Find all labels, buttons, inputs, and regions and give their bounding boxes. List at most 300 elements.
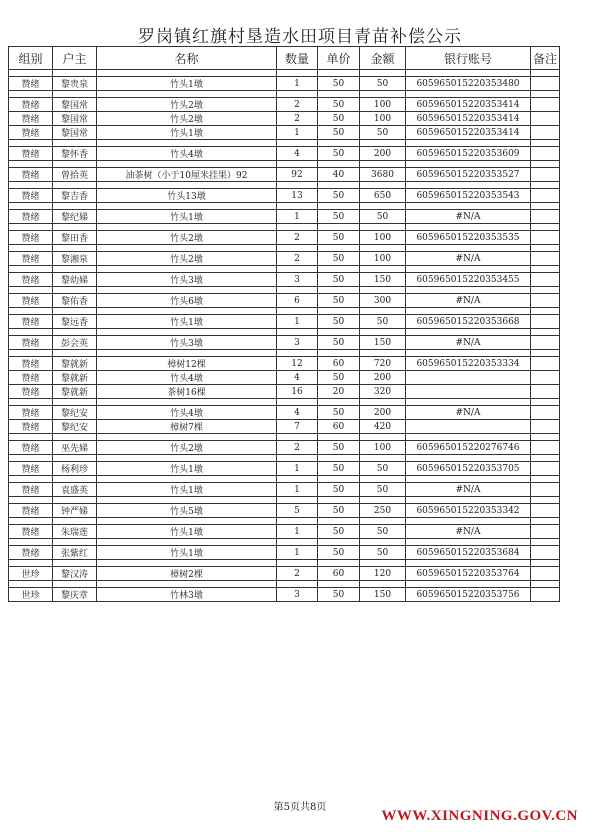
cell-group: 赞绪 xyxy=(9,357,53,371)
spacer-cell xyxy=(9,539,53,546)
spacer-row xyxy=(9,308,560,315)
cell-item: 竹头1墩 xyxy=(97,525,277,539)
cell-householder: 张紫红 xyxy=(53,546,97,560)
spacer-cell xyxy=(97,287,277,294)
spacer-cell xyxy=(277,455,318,462)
cell-amount: 200 xyxy=(360,371,406,385)
cell-unit-price: 50 xyxy=(318,406,360,420)
cell-item: 竹头2墩 xyxy=(97,252,277,266)
spacer-row xyxy=(9,203,560,210)
spacer-cell xyxy=(531,308,560,315)
spacer-cell xyxy=(406,161,531,168)
cell-quantity: 92 xyxy=(277,168,318,182)
spacer-cell xyxy=(360,581,406,588)
cell-householder: 黎就新 xyxy=(53,371,97,385)
spacer-cell xyxy=(53,539,97,546)
header-householder: 户主 xyxy=(53,47,97,70)
cell-group: 赞绪 xyxy=(9,441,53,455)
spacer-cell xyxy=(406,497,531,504)
spacer-cell xyxy=(318,560,360,567)
cell-group: 赞绪 xyxy=(9,252,53,266)
spacer-cell xyxy=(318,518,360,525)
cell-quantity: 2 xyxy=(277,98,318,112)
spacer-cell xyxy=(53,70,97,77)
cell-quantity: 1 xyxy=(277,315,318,329)
cell-householder: 黎纪安 xyxy=(53,420,97,434)
cell-item: 竹头1墩 xyxy=(97,462,277,476)
table-row xyxy=(9,441,560,455)
spacer-cell xyxy=(53,350,97,357)
cell-amount: 100 xyxy=(360,441,406,455)
cell-amount: 720 xyxy=(360,357,406,371)
spacer-cell xyxy=(318,140,360,147)
cell-group: 赞绪 xyxy=(9,406,53,420)
cell-remarks xyxy=(531,294,560,308)
spacer-cell xyxy=(277,91,318,98)
spacer-cell xyxy=(97,266,277,273)
spacer-cell xyxy=(9,140,53,147)
header-group: 组别 xyxy=(9,47,53,70)
table-row xyxy=(9,189,560,203)
table-row xyxy=(9,546,560,560)
spacer-cell xyxy=(277,560,318,567)
cell-remarks xyxy=(531,231,560,245)
cell-quantity: 3 xyxy=(277,588,318,602)
cell-bank-account xyxy=(406,385,531,399)
cell-unit-price: 50 xyxy=(318,315,360,329)
cell-item: 竹头1墩 xyxy=(97,483,277,497)
cell-amount: 3680 xyxy=(360,168,406,182)
cell-quantity: 1 xyxy=(277,546,318,560)
cell-amount: 100 xyxy=(360,231,406,245)
cell-group: 赞绪 xyxy=(9,385,53,399)
cell-item: 竹头2墩 xyxy=(97,441,277,455)
spacer-cell xyxy=(277,350,318,357)
spacer-cell xyxy=(406,455,531,462)
cell-quantity: 4 xyxy=(277,371,318,385)
table-row xyxy=(9,588,560,602)
spacer-cell xyxy=(53,329,97,336)
cell-remarks xyxy=(531,567,560,581)
cell-group: 赞绪 xyxy=(9,168,53,182)
cell-unit-price: 60 xyxy=(318,357,360,371)
cell-item: 竹头13墩 xyxy=(97,189,277,203)
cell-amount: 150 xyxy=(360,588,406,602)
cell-amount: 100 xyxy=(360,112,406,126)
cell-bank-account: 605965015220353609 xyxy=(406,147,531,161)
table-row xyxy=(9,112,560,126)
cell-bank-account: 605965015220276746 xyxy=(406,441,531,455)
spacer-row xyxy=(9,245,560,252)
spacer-cell xyxy=(318,287,360,294)
cell-quantity: 3 xyxy=(277,273,318,287)
cell-item: 竹头1墩 xyxy=(97,77,277,91)
cell-unit-price: 50 xyxy=(318,98,360,112)
cell-householder: 黎佑香 xyxy=(53,294,97,308)
cell-group: 赞绪 xyxy=(9,112,53,126)
spacer-row xyxy=(9,455,560,462)
spacer-cell xyxy=(318,91,360,98)
cell-group: 世珍 xyxy=(9,588,53,602)
spacer-cell xyxy=(531,518,560,525)
cell-unit-price: 60 xyxy=(318,567,360,581)
spacer-cell xyxy=(360,399,406,406)
cell-unit-price: 50 xyxy=(318,371,360,385)
spacer-cell xyxy=(531,476,560,483)
cell-amount: 50 xyxy=(360,546,406,560)
spacer-cell xyxy=(318,455,360,462)
table-row xyxy=(9,147,560,161)
page-title: 罗岗镇红旗村垦造水田项目青苗补偿公示 xyxy=(138,27,462,47)
spacer-row xyxy=(9,560,560,567)
spacer-cell xyxy=(406,70,531,77)
spacer-cell xyxy=(97,203,277,210)
cell-bank-account: 605965015220353334 xyxy=(406,357,531,371)
cell-amount: 100 xyxy=(360,252,406,266)
spacer-cell xyxy=(53,399,97,406)
cell-group: 赞绪 xyxy=(9,294,53,308)
spacer-cell xyxy=(277,518,318,525)
cell-bank-account: 605965015220353756 xyxy=(406,588,531,602)
spacer-cell xyxy=(531,70,560,77)
cell-group: 赞绪 xyxy=(9,98,53,112)
spacer-cell xyxy=(406,539,531,546)
spacer-cell xyxy=(277,266,318,273)
cell-item: 竹头1墩 xyxy=(97,210,277,224)
spacer-cell xyxy=(97,308,277,315)
cell-item: 竹头2墩 xyxy=(97,231,277,245)
spacer-cell xyxy=(531,329,560,336)
cell-remarks xyxy=(531,112,560,126)
spacer-cell xyxy=(406,245,531,252)
cell-group: 赞绪 xyxy=(9,273,53,287)
header-item: 名称 xyxy=(97,47,277,70)
spacer-cell xyxy=(360,245,406,252)
spacer-cell xyxy=(360,140,406,147)
cell-householder: 黎庆章 xyxy=(53,588,97,602)
cell-unit-price: 50 xyxy=(318,336,360,350)
spacer-cell xyxy=(406,203,531,210)
cell-unit-price: 20 xyxy=(318,385,360,399)
spacer-cell xyxy=(531,182,560,189)
cell-bank-account: 605965015220353342 xyxy=(406,504,531,518)
spacer-cell xyxy=(318,70,360,77)
cell-quantity: 7 xyxy=(277,420,318,434)
cell-group: 赞绪 xyxy=(9,462,53,476)
spacer-cell xyxy=(9,476,53,483)
cell-group: 赞绪 xyxy=(9,504,53,518)
cell-unit-price: 50 xyxy=(318,546,360,560)
cell-householder: 黎纪娣 xyxy=(53,210,97,224)
cell-quantity: 2 xyxy=(277,441,318,455)
spacer-cell xyxy=(53,161,97,168)
cell-amount: 120 xyxy=(360,567,406,581)
spacer-cell xyxy=(9,161,53,168)
cell-householder: 黎贵泉 xyxy=(53,77,97,91)
spacer-row xyxy=(9,350,560,357)
cell-quantity: 13 xyxy=(277,189,318,203)
cell-remarks xyxy=(531,441,560,455)
spacer-cell xyxy=(531,245,560,252)
spacer-cell xyxy=(318,581,360,588)
header-remarks: 备注 xyxy=(531,47,560,70)
table-row xyxy=(9,462,560,476)
cell-item: 竹头2墩 xyxy=(97,98,277,112)
cell-quantity: 6 xyxy=(277,294,318,308)
spacer-cell xyxy=(9,518,53,525)
spacer-cell xyxy=(318,182,360,189)
spacer-cell xyxy=(406,91,531,98)
cell-unit-price: 50 xyxy=(318,504,360,518)
cell-item: 竹头4墩 xyxy=(97,371,277,385)
cell-bank-account: 605965015220353543 xyxy=(406,189,531,203)
cell-group: 赞绪 xyxy=(9,420,53,434)
cell-householder: 杨利珍 xyxy=(53,462,97,476)
spacer-cell xyxy=(97,455,277,462)
spacer-row xyxy=(9,182,560,189)
spacer-cell xyxy=(97,350,277,357)
spacer-cell xyxy=(97,497,277,504)
spacer-cell xyxy=(9,350,53,357)
cell-item: 竹头4墩 xyxy=(97,147,277,161)
cell-item: 竹头6墩 xyxy=(97,294,277,308)
spacer-cell xyxy=(406,308,531,315)
cell-quantity: 4 xyxy=(277,147,318,161)
cell-item: 竹头3墩 xyxy=(97,336,277,350)
table-row xyxy=(9,357,560,371)
table-row xyxy=(9,525,560,539)
spacer-cell xyxy=(53,581,97,588)
spacer-cell xyxy=(360,224,406,231)
cell-quantity: 1 xyxy=(277,210,318,224)
spacer-cell xyxy=(53,287,97,294)
cell-bank-account xyxy=(406,371,531,385)
cell-unit-price: 50 xyxy=(318,462,360,476)
cell-amount: 50 xyxy=(360,126,406,140)
spacer-cell xyxy=(360,203,406,210)
cell-householder: 黎幼娣 xyxy=(53,273,97,287)
spacer-cell xyxy=(406,350,531,357)
cell-remarks xyxy=(531,525,560,539)
cell-quantity: 12 xyxy=(277,357,318,371)
cell-householder: 钟严娣 xyxy=(53,504,97,518)
cell-householder: 黎纪安 xyxy=(53,406,97,420)
spacer-cell xyxy=(97,434,277,441)
table-row xyxy=(9,406,560,420)
spacer-cell xyxy=(360,434,406,441)
cell-remarks xyxy=(531,126,560,140)
spacer-cell xyxy=(406,518,531,525)
spacer-cell xyxy=(277,161,318,168)
spacer-cell xyxy=(360,539,406,546)
spacer-cell xyxy=(9,224,53,231)
spacer-cell xyxy=(406,266,531,273)
spacer-cell xyxy=(9,434,53,441)
spacer-cell xyxy=(277,224,318,231)
cell-quantity: 1 xyxy=(277,483,318,497)
table-row xyxy=(9,252,560,266)
cell-quantity: 2 xyxy=(277,252,318,266)
spacer-cell xyxy=(53,224,97,231)
cell-item: 竹头2墩 xyxy=(97,112,277,126)
table-row xyxy=(9,273,560,287)
spacer-cell xyxy=(360,287,406,294)
table-row xyxy=(9,371,560,385)
spacer-cell xyxy=(97,182,277,189)
cell-item: 樟树2棵 xyxy=(97,567,277,581)
site-watermark: WWW.XINGNING.GOV.CN xyxy=(381,808,578,824)
cell-remarks xyxy=(531,168,560,182)
cell-item: 竹头3墩 xyxy=(97,273,277,287)
cell-remarks xyxy=(531,406,560,420)
cell-householder: 黎吉香 xyxy=(53,189,97,203)
cell-item: 竹头5墩 xyxy=(97,504,277,518)
spacer-cell xyxy=(318,308,360,315)
cell-unit-price: 50 xyxy=(318,112,360,126)
spacer-cell xyxy=(277,308,318,315)
cell-group: 赞绪 xyxy=(9,147,53,161)
cell-bank-account: 605965015220353414 xyxy=(406,112,531,126)
spacer-cell xyxy=(406,434,531,441)
spacer-cell xyxy=(97,91,277,98)
cell-householder: 黎怀香 xyxy=(53,147,97,161)
spacer-cell xyxy=(53,245,97,252)
cell-amount: 320 xyxy=(360,385,406,399)
spacer-cell xyxy=(53,476,97,483)
cell-group: 赞绪 xyxy=(9,315,53,329)
spacer-cell xyxy=(531,224,560,231)
cell-bank-account: #N/A xyxy=(406,483,531,497)
page-number: 第5页共8页 xyxy=(273,802,327,813)
cell-remarks xyxy=(531,588,560,602)
cell-amount: 150 xyxy=(360,273,406,287)
cell-quantity: 2 xyxy=(277,567,318,581)
spacer-cell xyxy=(9,560,53,567)
spacer-row xyxy=(9,266,560,273)
table-row xyxy=(9,126,560,140)
spacer-cell xyxy=(318,497,360,504)
spacer-cell xyxy=(97,539,277,546)
spacer-cell xyxy=(406,581,531,588)
spacer-cell xyxy=(53,308,97,315)
cell-remarks xyxy=(531,357,560,371)
spacer-cell xyxy=(277,539,318,546)
spacer-cell xyxy=(277,329,318,336)
cell-group: 赞绪 xyxy=(9,189,53,203)
spacer-cell xyxy=(97,399,277,406)
spacer-cell xyxy=(277,476,318,483)
cell-householder: 巫先娣 xyxy=(53,441,97,455)
cell-quantity: 1 xyxy=(277,462,318,476)
cell-quantity: 5 xyxy=(277,504,318,518)
cell-remarks xyxy=(531,336,560,350)
spacer-cell xyxy=(53,455,97,462)
cell-group: 赞绪 xyxy=(9,231,53,245)
spacer-cell xyxy=(9,91,53,98)
cell-bank-account: 605965015220353414 xyxy=(406,98,531,112)
cell-unit-price: 50 xyxy=(318,483,360,497)
cell-group: 赞绪 xyxy=(9,546,53,560)
cell-bank-account: 605965015220353535 xyxy=(406,231,531,245)
cell-unit-price: 50 xyxy=(318,210,360,224)
cell-remarks xyxy=(531,147,560,161)
spacer-cell xyxy=(318,161,360,168)
cell-amount: 50 xyxy=(360,462,406,476)
spacer-cell xyxy=(360,308,406,315)
table-row xyxy=(9,77,560,91)
cell-householder: 黎国常 xyxy=(53,112,97,126)
cell-householder: 黎远香 xyxy=(53,315,97,329)
cell-amount: 50 xyxy=(360,315,406,329)
cell-householder: 黎汉涛 xyxy=(53,567,97,581)
cell-unit-price: 50 xyxy=(318,294,360,308)
cell-item: 茶树16棵 xyxy=(97,385,277,399)
spacer-cell xyxy=(277,434,318,441)
spacer-cell xyxy=(9,245,53,252)
cell-group: 赞绪 xyxy=(9,77,53,91)
cell-group: 赞绪 xyxy=(9,371,53,385)
spacer-cell xyxy=(9,329,53,336)
spacer-cell xyxy=(53,203,97,210)
spacer-cell xyxy=(531,434,560,441)
table-row xyxy=(9,336,560,350)
cell-item: 油茶树（小于10厘米挂果）92 xyxy=(97,168,277,182)
spacer-cell xyxy=(53,182,97,189)
cell-unit-price: 50 xyxy=(318,441,360,455)
spacer-row xyxy=(9,161,560,168)
spacer-cell xyxy=(406,140,531,147)
spacer-row xyxy=(9,91,560,98)
cell-amount: 200 xyxy=(360,406,406,420)
cell-remarks xyxy=(531,210,560,224)
spacer-cell xyxy=(531,266,560,273)
cell-amount: 50 xyxy=(360,483,406,497)
cell-householder: 曾拾英 xyxy=(53,168,97,182)
cell-bank-account: 605965015220353668 xyxy=(406,315,531,329)
spacer-cell xyxy=(9,399,53,406)
spacer-cell xyxy=(360,350,406,357)
cell-unit-price: 50 xyxy=(318,588,360,602)
spacer-cell xyxy=(53,140,97,147)
cell-item: 竹头1墩 xyxy=(97,126,277,140)
cell-bank-account: #N/A xyxy=(406,406,531,420)
cell-remarks xyxy=(531,504,560,518)
cell-bank-account: 605965015220353684 xyxy=(406,546,531,560)
spacer-row xyxy=(9,581,560,588)
spacer-cell xyxy=(360,560,406,567)
cell-group: 赞绪 xyxy=(9,525,53,539)
cell-remarks xyxy=(531,371,560,385)
spacer-cell xyxy=(9,203,53,210)
spacer-row xyxy=(9,399,560,406)
spacer-cell xyxy=(277,245,318,252)
table-row xyxy=(9,294,560,308)
spacer-cell xyxy=(53,91,97,98)
compensation-table xyxy=(8,46,560,602)
spacer-cell xyxy=(277,497,318,504)
spacer-cell xyxy=(531,560,560,567)
spacer-cell xyxy=(97,161,277,168)
cell-amount: 250 xyxy=(360,504,406,518)
table-row xyxy=(9,504,560,518)
spacer-cell xyxy=(318,203,360,210)
spacer-cell xyxy=(360,161,406,168)
cell-quantity: 1 xyxy=(277,126,318,140)
cell-amount: 150 xyxy=(360,336,406,350)
cell-householder: 黎就新 xyxy=(53,385,97,399)
cell-amount: 650 xyxy=(360,189,406,203)
table-row xyxy=(9,98,560,112)
